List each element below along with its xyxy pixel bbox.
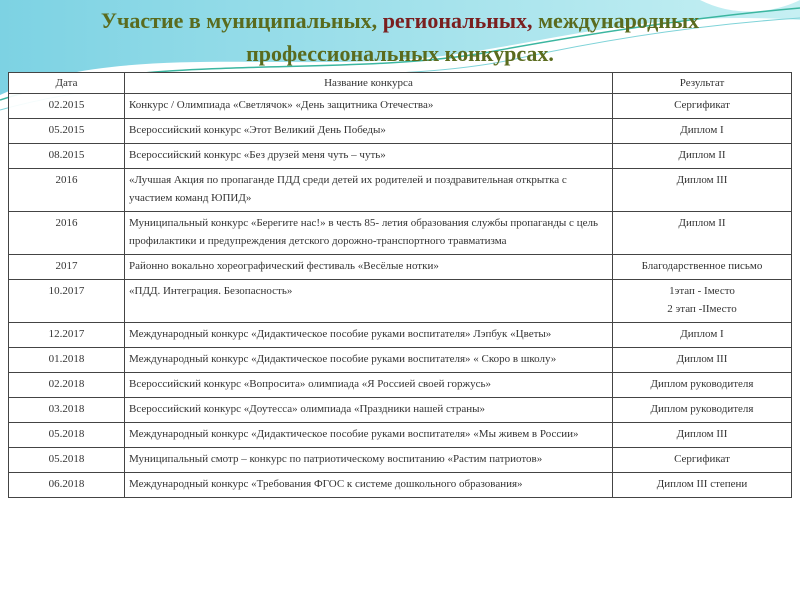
table-row: [9, 323, 792, 348]
cell-date: 2016: [9, 212, 125, 255]
cell-date: 2017: [9, 255, 125, 280]
result-text: Благодарственное письмо: [641, 260, 763, 272]
cell-name: Всероссийский конкурс «Доутесса» олимпиада «Праздники нашей страны»: [125, 398, 613, 423]
cell-date: 12.2017: [9, 323, 125, 348]
cell-result: [613, 448, 792, 473]
table-row: [9, 473, 792, 498]
cell-date: 05.2018: [9, 448, 125, 473]
cell-result: [613, 348, 792, 373]
cell-date: 06.2018: [9, 473, 125, 498]
cell-date: 05.2015: [9, 119, 125, 144]
cell-date: 02.2018: [9, 373, 125, 398]
result-text: Диплом I: [680, 124, 724, 136]
slide-title: [0, 4, 800, 70]
result-text: Диплом руководителя: [650, 403, 754, 415]
result-text: Диплом руководителя: [650, 378, 754, 390]
table-row: [9, 169, 792, 212]
cell-name: Всероссийский конкурс «Этот Великий День Победы»: [125, 119, 613, 144]
cell-name: Всероссийский конкурс «Вопросита» олимпиада «Я Россией своей горжусь»: [125, 373, 613, 398]
table-row: [9, 119, 792, 144]
result-text: Диплом III: [676, 428, 728, 440]
table-row: [9, 212, 792, 255]
cell-name: Международный конкурс «Требования ФГОС к системе дошкольного образования»: [125, 473, 613, 498]
cell-date: 05.2018: [9, 423, 125, 448]
cell-name: «Лучшая Акция по пропаганде ПДД среди детей их родителей и поздравительная открытка с участием команд ЮПИД»: [125, 169, 613, 212]
cell-name: Международный конкурс «Дидактическое пособие руками воспитателя» «Мы живем в России»: [125, 423, 613, 448]
cell-result: [613, 94, 792, 119]
cell-name: Муниципальный смотр – конкурс по патриотическому воспитанию «Растим патриотов»: [125, 448, 613, 473]
result-text: Диплом II: [678, 217, 726, 229]
cell-date: 08.2015: [9, 144, 125, 169]
header-result: Результат: [613, 73, 792, 94]
cell-name: Районно вокально хореографический фестиваль «Весёлые нотки»: [125, 255, 613, 280]
cell-result: [613, 473, 792, 498]
cell-date: 2016: [9, 169, 125, 212]
header-date: Дата: [9, 73, 125, 94]
result-text: 1этап - Iместо: [669, 285, 735, 297]
table-row: [9, 255, 792, 280]
title-highlight: региональных,: [382, 8, 533, 33]
table-row: [9, 280, 792, 323]
cell-result: [613, 255, 792, 280]
cell-name: Всероссийский конкурс «Без друзей меня чуть – чуть»: [125, 144, 613, 169]
cell-date: 01.2018: [9, 348, 125, 373]
result-text: Диплом II: [678, 149, 726, 161]
cell-result: [613, 119, 792, 144]
cell-date: 03.2018: [9, 398, 125, 423]
header-name: Название конкурса: [125, 73, 613, 94]
cell-name: Конкурс / Олимпиада «Светлячок» «День защитника Отечества»: [125, 94, 613, 119]
cell-date: 02.2015: [9, 94, 125, 119]
cell-name: Международный конкурс «Дидактическое пособие руками воспитателя» « Скоро в школу»: [125, 348, 613, 373]
table-header-row: [9, 73, 792, 94]
cell-result: [613, 398, 792, 423]
title-line2: профессиональных конкурсах.: [246, 41, 554, 66]
table-row: [9, 448, 792, 473]
cell-result: [613, 212, 792, 255]
result-text: Диплом III степени: [656, 478, 748, 490]
title-part: Участие в муниципальных,: [100, 8, 383, 33]
cell-result: [613, 280, 792, 323]
cell-date: 10.2017: [9, 280, 125, 323]
cell-result: [613, 323, 792, 348]
table-row: [9, 398, 792, 423]
cell-result: [613, 144, 792, 169]
table-row: [9, 423, 792, 448]
table-row: [9, 144, 792, 169]
result-text: Диплом III: [676, 353, 728, 365]
title-part: международных: [532, 8, 700, 33]
table-row: [9, 94, 792, 119]
competitions-table: [8, 72, 792, 498]
cell-result: [613, 423, 792, 448]
table-row: [9, 348, 792, 373]
result-text: Сергификат: [674, 99, 730, 111]
result-text: Диплом I: [680, 328, 724, 340]
cell-result: [613, 373, 792, 398]
result-text: 2 этап -IIместо: [667, 303, 737, 315]
cell-name: Муниципальный конкурс «Берегите нас!» в честь 85- летия образования службы пропаганды с цель профилактики и предупреждения детского дорожно-транспортного травматизма: [125, 212, 613, 255]
cell-name: «ПДД. Интеграция. Безопасность»: [125, 280, 613, 323]
cell-result: [613, 169, 792, 212]
table-row: [9, 373, 792, 398]
cell-name: Международный конкурс «Дидактическое пособие руками воспитателя» Лэпбук «Цветы»: [125, 323, 613, 348]
result-text: Сергификат: [674, 453, 730, 465]
result-text: Диплом III: [676, 174, 728, 186]
